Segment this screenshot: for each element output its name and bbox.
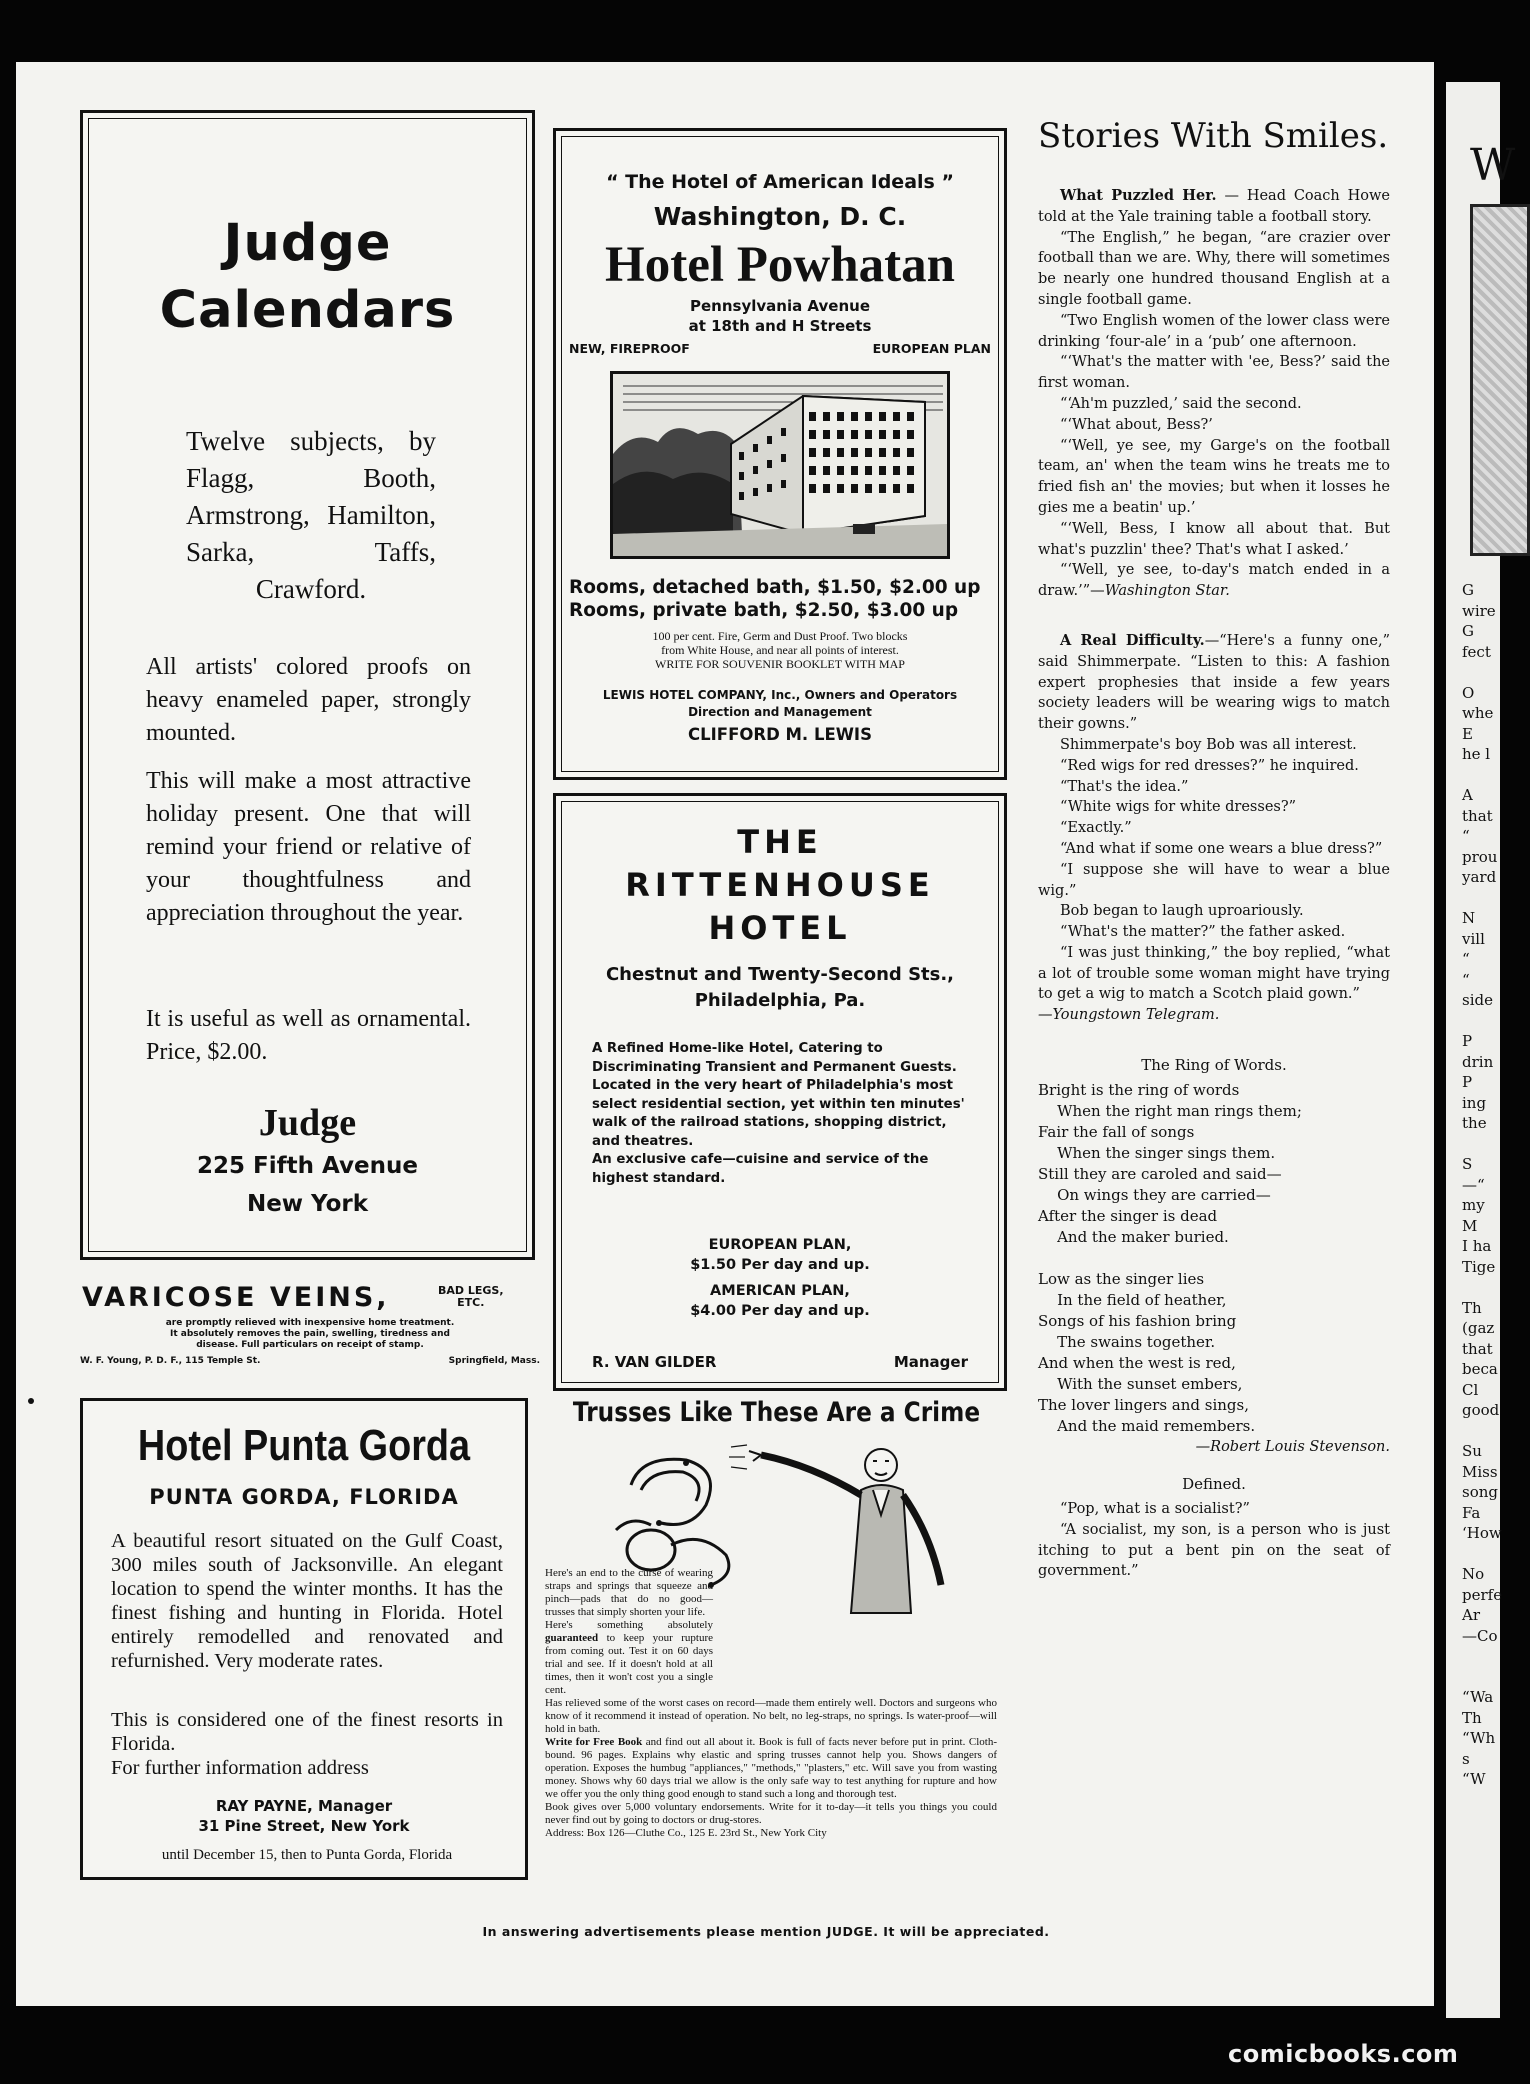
ad-fine-print: 100 per cent. Fire, Germ and Dust Proof. Two blocks from White House, and near all points of interest. WRITE FOR SOUVENIR BOOKLET WITH MAP xyxy=(652,629,908,671)
ad-director: CLIFFORD M. LEWIS xyxy=(688,725,872,744)
ad-plans: EUROPEAN PLAN, $1.50 Per day and up. AMERICAN PLAN, $4.00 Per day and up. xyxy=(690,1237,870,1319)
adjacent-page-illustration xyxy=(1470,204,1530,556)
hotel-building-illustration xyxy=(610,371,950,559)
ad-footer: R. VAN GILDER Manager xyxy=(592,1353,968,1371)
ad-city: New York xyxy=(246,1191,369,1217)
trusses-ad xyxy=(541,1397,997,1884)
story-what-puzzled-her: What Puzzled Her. — Head Coach Howe told at the Yale training table a football story. “The English,” he began, “are crazier over football than we are. Why, there will sometimes be nearly one hundred thousand English at a single football game. “Two English women of the lower class were drinking ‘four-ale’ in a ‘pub’ one afternoon. “‘What's the matter with 'ee, Bess?’ said the first woman. “‘Ah'm puzzled,’ said the second. “‘What about, Bess?’ “‘Well, ye see, my Garge's on the football team, an' when the team wins he treats me to fried fish an' the movies; but when it losses he gies me a beatin' up.’ “‘Well, Bess, I know all about that. But what's puzzlin' thee? That's what I asked.’ “‘Well, ye see, to-day's match ended in a draw.’”—Washington Star. xyxy=(1038,187,1390,600)
story-a-real-difficulty: A Real Difficulty.—“Here's a funny one,” said Shimmerpate. “Listen to this: A fashion expert prophesies that inside a few years society leaders will be wearing wigs to match their gowns.” Shimmerpate's boy Bob was all interest. “Red wigs for red dresses?” he inquired. “That's the idea.” “White wigs for white dresses?” “Exactly.” “And what if some one wears a blue dress?” “I suppose she will have to wear a blue wig.” Bob began to laugh uproariously. “What's the matter?” the father asked. “I was just thinking,” the boy replied, “what a lot of trouble some woman might have trying to get a wig to match a Scotch plaid gown.” —Youngstown Telegram. xyxy=(1038,631,1391,1024)
ad-until-note: until December 15, then to Punta Gorda, Florida xyxy=(161,1847,453,1863)
ad-subtitle: PUNTA GORDA, FLORIDA xyxy=(149,1485,459,1509)
hotel-powhatan-ad xyxy=(553,128,1007,780)
ad-manager: RAY PAYNE, Manager 31 Pine Street, New York xyxy=(198,1797,410,1835)
varicose-veins-ad xyxy=(80,1282,540,1372)
judge-calendars-ad xyxy=(80,110,535,1260)
ad-brand: Judge xyxy=(258,1102,357,1144)
column-heading: Stories With Smiles. xyxy=(1038,116,1389,156)
ad-location: Chestnut and Twenty-Second Sts., Philadelphia, Pa. xyxy=(605,964,955,1011)
ad-headline: VARICOSE VEINS, xyxy=(82,1282,390,1313)
stories-with-smiles-column xyxy=(1038,116,1390,1582)
ad-paragraph: For further information address xyxy=(111,1757,369,1779)
ad-tagline: “ The Hotel of American Ideals ” xyxy=(606,171,954,193)
story-defined: Defined. “Pop, what is a socialist?” “A socialist, my son, is a person who is just itching to put a bent pin on the seat of government.” xyxy=(1038,1475,1390,1580)
rittenhouse-hotel-ad xyxy=(553,793,1007,1391)
ad-paragraph: A beautiful resort situated on the Gulf Coast, 300 miles south of Jacksonville. An elegant location to spend the winter months. It has the finest fishing and hunting in Florida. Hotel entirely remodelled and renovated and refurnished. Very moderate rates. xyxy=(111,1530,503,1672)
ad-rates: Rooms, detached bath, $1.50, $2.00 up Rooms, private bath, $2.50, $3.00 up xyxy=(569,577,981,621)
ad-footer: W. F. Young, P. D. F., 115 Temple St. Springfield, Mass. xyxy=(80,1356,540,1366)
ad-title: Judge Calendars xyxy=(159,214,456,340)
footer-mention: In answering advertisements please mention JUDGE. It will be appreciated. xyxy=(482,1924,1050,1939)
ad-paragraph: This is considered one of the finest resorts in Florida. xyxy=(111,1709,503,1755)
ad-company: LEWIS HOTEL COMPANY, Inc., Owners and Operators Direction and Management xyxy=(602,688,958,719)
ad-street: Pennsylvania Avenue at 18th and H Streets xyxy=(688,297,872,335)
ad-city: Washington, D. C. xyxy=(653,202,907,231)
ad-body: are promptly relieved with inexpensive home treatment. It absolutely removes the pain, swelling, tiredness and disease. Full particulars on receipt of stamp. xyxy=(165,1318,455,1350)
hotel-punta-gorda-ad xyxy=(80,1398,528,1880)
ad-title: Trusses Like These Are a Crime xyxy=(572,1397,981,1428)
ad-body: Here's an end to the curse of wearing straps and springs that squeeze and pinch—pads that do no good—trusses that simply shorten your life. Here's something absolutely guaranteed to keep your rupture from coming out. Test it on 60 days trial and see. If it doesn't hold at all times, then it won't cost you a single cent. Has relieved some of the worst cases on record—made them entirely well. Doctors and surgeons who know of it recommend it instead of operation. No belt, no leg-straps, no springs. Is water-proof—will hold in bath. Write for Free Book and find out all about it. Book is full of facts never before put in print. Cloth-bound. 96 pages. Explains why elastic and spring trusses cannot help you. Shows dangers of operation. Exposes the humbug "appliances," "methods," "plasters," etc. Will save you from wasting money. Shows why 60 days trial we allow is the only safe way to test anything for rupture and how we offer you the only thing good enough to stand such a long and thorough test. Book gives over 5,000 voluntary endorsements. Write for it to-day—it tells you things you could never find out by going to doctors or drug-stores. Address: Box 126—Cluthe Co., 125 E. 23rd St., New York City xyxy=(545,1567,997,1839)
ad-subjects: Twelve subjects, by Flagg, Booth, Armstrong, Hamilton, Sarka, Taffs, Crawford. xyxy=(186,426,436,604)
poem-ring-of-words: The Ring of Words. Bright is the ring of words When the right man rings them; Fair the fall of songs When the singer sings them. Still they are caroled and said— On wings they are carried— After the singer is dead And the maker buried. Low as the singer lies In the field of heather, Songs of his fashion bring The swains together. And when the west is red, With the sunset embers, The lover lingers and sings, And the maid remembers. —Robert Louis Stevenson. xyxy=(1038,1056,1390,1456)
ad-title: Hotel Powhatan xyxy=(605,237,955,293)
ad-address: 225 Fifth Avenue xyxy=(197,1153,418,1179)
ad-price: It is useful as well as ornamental. Price, $2.00. xyxy=(146,1006,471,1065)
hotel-building-icon xyxy=(613,374,947,556)
ad-paragraph: This will make a most attractive holiday present. One that will remind your friend or relative of your thoughtfulness and appreciation throughout the year. xyxy=(146,768,471,926)
ad-paragraph: All artists' colored proofs on heavy enameled paper, strongly mounted. xyxy=(146,654,471,746)
print-speck xyxy=(28,1398,34,1404)
ad-features: NEW, FIREPROOF EUROPEAN PLAN xyxy=(569,341,991,356)
adjacent-page-edge xyxy=(1446,82,1516,2018)
ad-title: THE RITTENHOUSE HOTEL xyxy=(625,823,935,947)
ad-tag: BAD LEGS, ETC. xyxy=(438,1284,504,1309)
adjacent-page-title: W xyxy=(1470,140,1516,191)
ad-description: A Refined Home-like Hotel, Catering to Discriminating Transient and Permanent Guests. Located in the very heart of Philadelphia's most select residential section, yet within ten minutes' walk of the railroad stations, shopping district, and theatres. An exclusive cafe—cuisine and service of the highest standard. xyxy=(592,1041,965,1186)
ad-title: Hotel Punta Gorda xyxy=(137,1421,471,1470)
adjacent-page-text: G wire G fect O whe E he l A that “ prou yard N vill “ “ side P drin P ing the S —“ my M I ha Tige Th (gaz that beca Cl good Su Miss song Fa ‘How No perfe Ar —Co “Wa Th “Wh s “W xyxy=(1462,581,1503,1788)
watermark: comicbooks.com xyxy=(1228,2040,1459,2068)
